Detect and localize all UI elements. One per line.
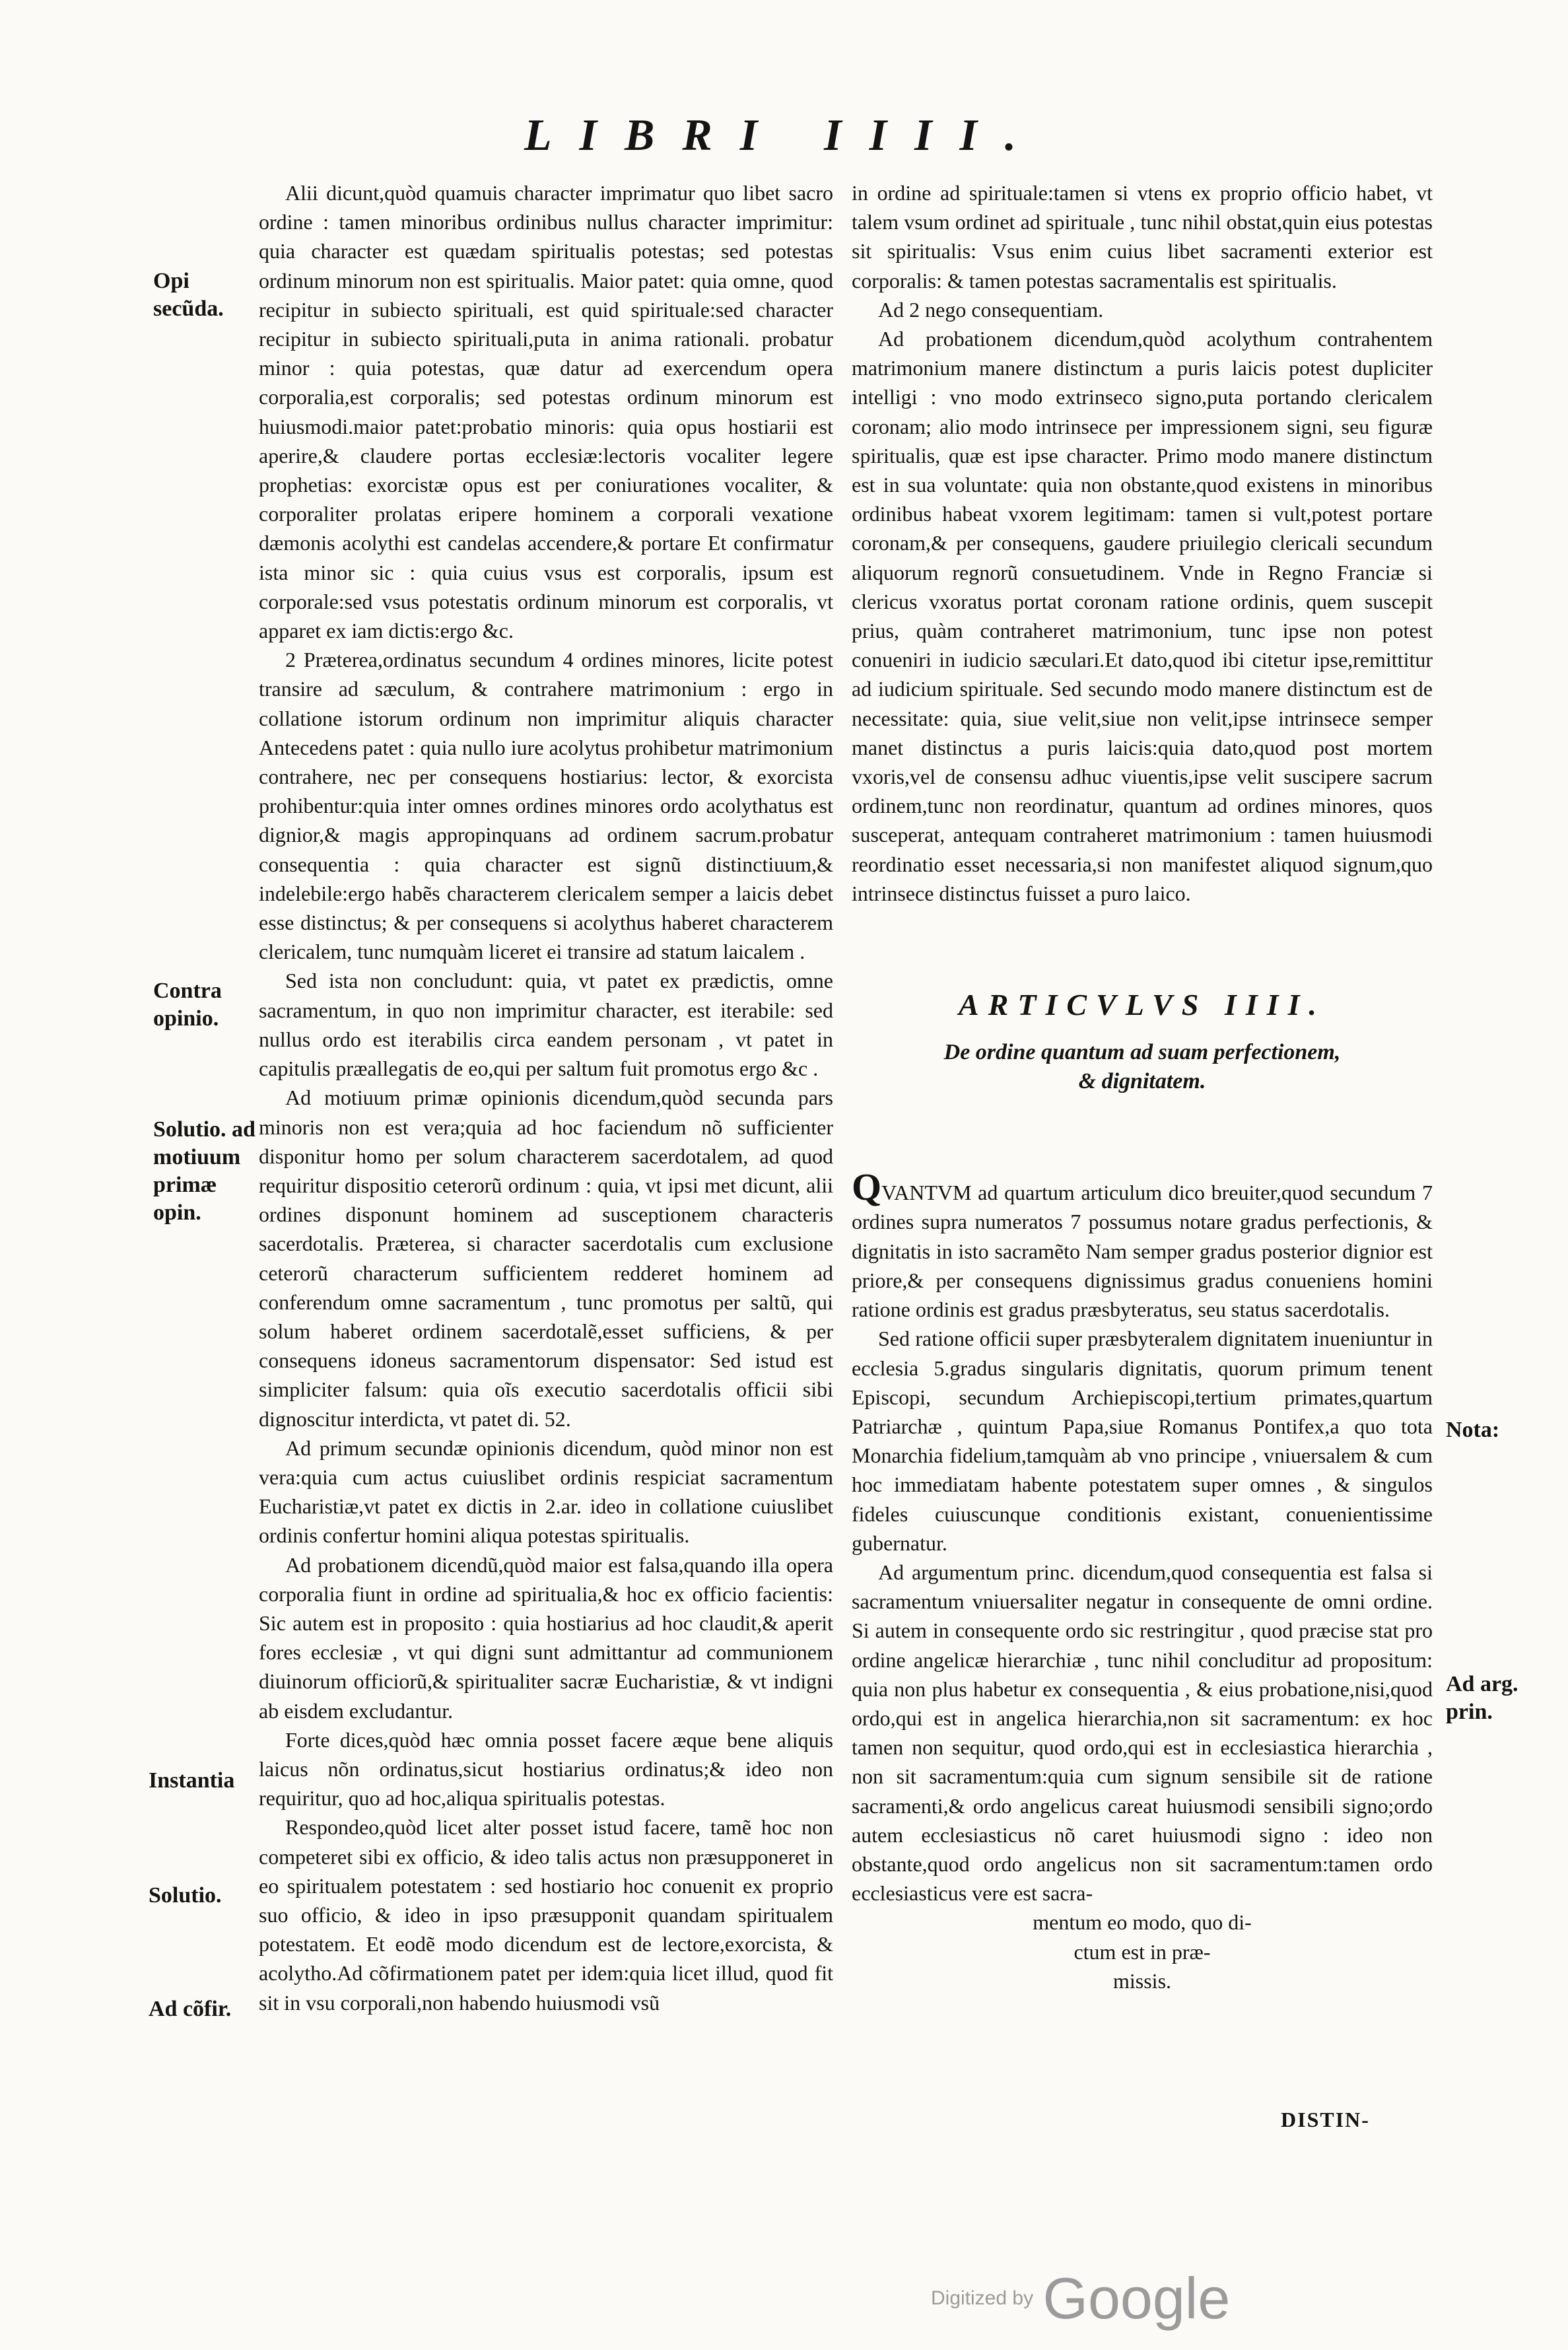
margin-note-ad-confir: Ad cõfir. xyxy=(149,1997,232,2021)
article-subtitle xyxy=(852,1038,1433,1096)
paragraph: 2 Præterea,ordinatus secundum 4 ordines minores, licite potest transire ad sæculum, & contrahere matrimonium : ergo in collatione istorum ordinum non imprimitur aliquis character Antecedens patet : quia nullo iure acolytus prohibetur matrimonium contrahere, nec per consequens hostiarius: lector, & exorcista prohibentur:quia inter omnes ordines minores ordo acolythatus est dignior,& magis appropinquans ad ordinem sacrum.probatur consequentia : quia character est signũ distinctiuum,& indelebile:ergo habẽs characterem clericalem semper a laicis debet esse distinctus; & per consequens si acolythus haberet characterem clericalem, tunc numquàm liceret ei transire ad statum laicalem . xyxy=(259,648,833,964)
paragraph: Ad motiuum primæ opinionis dicendum,quòd secunda pars minoris non est vera;quia ad hoc faciendum nõ sufficienter disponitur homo per solum characterem sacerdotalem, ad quod requiritur dispositio ceterorũ ordinum : quia, vt ipsi met dicunt, alii ordines disponunt hominem ad susceptionem characteris sacerdotalis. Præterea, si character sacerdotalis cum exclusione ceterorũ characterum sufficientem redderet hominem ad conferendum omne sacramentum , tunc promotus per saltũ, qui solum haberet ordinem sacerdotalẽ,esset sufficiens, & per consequens idoneus sacramentorum dispensator: Sed istud est simpliciter falsum: quia oĩs executio sacerdotalis officii sibi dignoscitur interdicta, vt patet di. 52. xyxy=(259,1086,833,1431)
paragraph: Ad primum secundæ opinionis dicendum, quòd minor non est vera:quia cum actus cuiuslibet ordinis respiciat sacramentum Eucharistiæ,vt patet ex dictis in 2.ar. ideo in collatione cuiuslibet ordinis confertur homini aliqua potestas spiritualis. xyxy=(259,1435,833,1548)
margin-note-contra-opinio: Contra opinio. xyxy=(153,979,222,1031)
margin-note-solutio: Solutio. xyxy=(149,1883,222,1908)
drop-cap: Q xyxy=(852,1165,882,1209)
tail-line: mentum eo modo, quo di- xyxy=(1033,1910,1252,1935)
margin-note-nota: Nota: xyxy=(1446,1418,1500,1442)
margin-note-solutio-ad-motiuum: Solutio. ad motiuum primæ opin. xyxy=(153,1117,256,1225)
paragraph: Sed ratione officii super præsbyteralem dignitatem inueniuntur in ecclesia 5.gradus singularis dignitatis, quorum primum tenent Episcopi, secundum Archiepiscopi,tertium primates,quartum Patriarchæ , quintum Papa,siue Romanus Pontifex,a quo tota Monarchia fidelium,tamquàm ab vno principe , vniuersalem & cum hoc immediatam habente potestatem super omnes , & singulos fideles cuiuscunque conditionis existant, conuenientissime gubernatur. xyxy=(852,1327,1433,1555)
tail-line: ctum est in præ- xyxy=(1074,1939,1211,1964)
article-subtitle-line: De ordine quantum ad suam perfectionem, xyxy=(943,1040,1341,1065)
margin-note-instantia: Instantia xyxy=(149,1768,235,1793)
right-column xyxy=(852,178,1433,1995)
paragraph: in ordine ad spirituale:tamen si vtens ex proprio officio habet, vt talem vsum ordinet ad spirituale , tunc nihil obstat,quin eius potestas sit spiritualis: Vsus enim cuius libet sacramenti exterior est corporalis: & tamen potestas sacramentalis est spiritualis. xyxy=(852,181,1433,293)
article-title: ARTICVLVS IIII. xyxy=(959,988,1326,1022)
paragraph xyxy=(852,1165,1433,1324)
paragraph: Ad argumentum princ. dicendum,quod consequentia est falsa si sacramentum vniuersaliter negatur in consequente de omni ordine. Si autem in consequente ordo sic restringitur , quod præcise stat pro ordine angelicæ hierarchiæ , tunc nihil concluditur ad propositum: quia non plus habetur ex consequentia , & eius probatione,nisi,quod ordo,qui est in angelica hierarchia,non sit sacramentum: ex hoc tamen non sequitur, quod ordo,qui est in ecclesiastica hierarchia , non sit sacramentum:quia cum signum sensibile sit de ratione sacramenti,& ordo angelicus careat huiusmodi sensibili signo;ordo autem ecclesiasticus nõ caret huiusmodi signo : ideo non obstante,quod ordo angelicus non sit sacramentum:tamen ordo ecclesiasticus vere est sacra- xyxy=(852,1560,1433,1906)
catchword: DISTIN- xyxy=(1281,2108,1370,2131)
left-column xyxy=(259,178,833,2017)
margin-note-opi-secunda: Opi secũda. xyxy=(153,269,224,321)
paragraph: Sed ista non concludunt: quia, vt patet ex prædictis, omne sacramentum, in quo non imprimitur character, est iterabile: sed nullus ordo est iterabilis circa eandem personam , vt patet in capitulis præallegatis de eo,qui per saltum fuit promotus ergo &c . xyxy=(259,969,833,1081)
digitized-watermark xyxy=(931,2265,1230,2332)
paragraph: Ad probationem dicendũ,quòd maior est falsa,quando illa opera corporalia fiunt in ordine ad spiritualia,& hoc ex officio facientis: Sic autem est in proposito : quia hostiarius ad hoc claudit,& aperit fores ecclesiæ , vt qui digni sunt admittantur ad communionem diuinorum officiorũ,& spiritualiter sacræ Eucharistiæ, & vt indigni ab eisdem excludantur. xyxy=(259,1552,833,1723)
paragraph-text: VANTVM ad quartum articulum dico breuiter,quod secundum 7 ordines supra numeratos 7 possumus notare gradus perfectionis, & dignitatis in isto sacramẽto Nam semper gradus posterior dignior est priore,& per consequens dignissimus gradus conueniens homini ratione ordinis est gradus præsbyteratus, seu status sacerdotalis. xyxy=(852,1181,1433,1322)
margin-note-ad-arg-prin: Ad arg. prin. xyxy=(1446,1672,1518,1724)
article-subtitle-line: & dignitatem. xyxy=(1078,1069,1206,1094)
paragraph: Ad 2 nego consequentiam. xyxy=(878,297,1104,322)
watermark-prefix: Digitized by xyxy=(931,2287,1034,2309)
paragraph: Ad probationem dicendum,quòd acolythum contrahentem matrimonium manere distinctum a puris laicis potest dupliciter intelligi : vno modo extrinseco signo,puta portando clericalem coronam; alio modo intrinsece per impressionem signi, seu figuræ spiritualis, quæ est ipse character. Primo modo manere distinctum est in sua voluntate: quia non obstante,quod existens in minoribus ordinibus habeat vxorem legitimam: tamen si vult,potest portare coronam,& per consequens, gaudere priuilegio clericali secundum aliquorum regnorũ consuetudinem. Vnde in Regno Franciæ si clericus vxoratus portat coronam ratione ordinis, quem suscepit prius, quàm contraheret matrimonium, tunc ipse non potest conueniri in iudicio sæculari.Et dato,quod ibi citetur ipse,remittitur ad iudicium spirituale. Sed secundo modo manere distinctum est de necessitate: quia, siue velit,siue non velit,ipse intrinsece semper manet distinctus a puris laicis:quia dato,quod post mortem vxoris,vel de consensu adhuc viuentis,ipse velit suscipere sacrum ordinem,tunc non reordinatur, quantum ad ordines minores, quos susceperat, antequam contraheret matrimonium : tamen huiusmodi reordinatio esset necessaria,si non manifestet aliquod signum,quo intrinsece distinctus fuisset a puro laico. xyxy=(852,327,1433,905)
running-header: LIBRI IIII. xyxy=(524,110,1044,160)
tail-line: missis. xyxy=(1112,1968,1172,1993)
google-logo: Google xyxy=(1042,2265,1231,2331)
paragraph: Forte dices,quòd hæc omnia posset facere æque bene aliquis laicus nõn ordinatus,sicut hostiarius ordinatus;& ideo non requiritur, quo ad hoc,aliqua spiritualis potestas. xyxy=(259,1727,833,1811)
paragraph: Alii dicunt,quòd quamuis character imprimatur quo libet sacro ordine : tamen minoribus ordinibus nullus character imprimitur: quia character est quædam spiritualis potestas; sed potestas ordinum minorum non est spiritualis. Maior patet: quia omne, quod recipitur in subiecto spirituali, est quid spirituale:sed character recipitur in subiecto spirituali,puta in anima rationali. probatur minor : quia potestas, quæ datur ad exercendum opera corporalia,est corporalis; sed potestas ordinum minorum est huiusmodi.maior patet:probatio minoris: quia opus hostiarii est aperire,& claudere portas ecclesiæ:lectoris vocaliter legere prophetias: exorcistæ opus est per coniurationes vocaliter, & corporaliter prolatas eripere hominem a corporali vexatione dæmonis acolythi est candelas accendere,& portare Et confirmatur ista minor sic : quia cuius vsus est corporalis, ipsum est corporale:sed vsus potestatis ordinum minorum est corporalis, vt apparet ex iam dictis:ergo &c. xyxy=(259,181,833,643)
paragraph: Respondeo,quòd licet alter posset istud facere, tamẽ hoc non competeret sibi ex officio, & ideo talis actus non præsupponeret in eo spiritualem potestatem : sed hostiario hoc conuenit ex proprio suo officio, & ideo in ipso præsupponit quandam spiritualem potestatem. Et eodẽ modo dicendum est de lectore,exorcista, & acolytho.Ad cõfirmationem patet per idem:quia licet illud, quod fit sit in vsu corporali,non habendo huiusmodi vsũ xyxy=(259,1815,833,2015)
